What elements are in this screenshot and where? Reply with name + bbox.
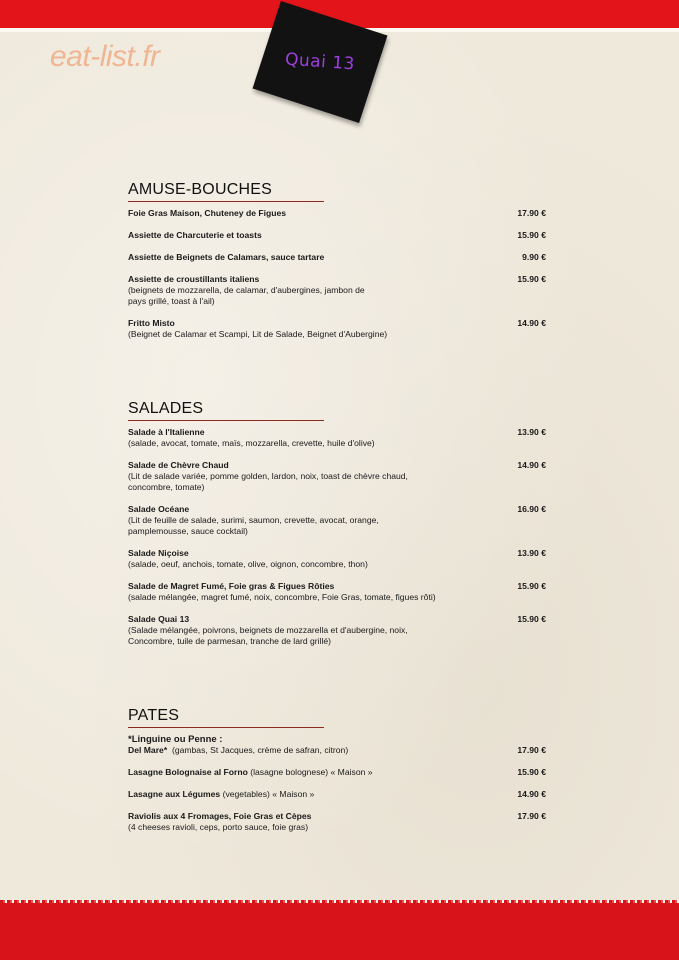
- item-price: 17.90 €: [517, 811, 546, 821]
- item-name: Assiette de Beignets de Calamars, sauce tartare: [128, 252, 325, 262]
- section-title: PATES: [128, 707, 180, 724]
- item-price: 17.90 €: [517, 208, 546, 218]
- item-price: 13.90 €: [517, 427, 546, 437]
- item-description: (salade mélangée, magret fumé, noix, concombre, Foie Gras, tomate, figues rôti): [128, 592, 436, 602]
- item-description: (salade, avocat, tomate, maïs, mozzarella, crevette, huile d'olive): [128, 438, 375, 448]
- section-title: SALADES: [128, 400, 204, 417]
- item-name: Salade Quai 13: [128, 614, 190, 624]
- menu-item: [128, 745, 548, 756]
- menu-item: [128, 274, 548, 307]
- item-name: Lasagne Bolognaise al Forno: [128, 767, 248, 777]
- section-subtitle: *Linguine ou Penne :: [128, 734, 223, 745]
- item-name: Salade Niçoise: [128, 548, 189, 558]
- menu-item: [128, 789, 548, 800]
- menu-item: [128, 811, 548, 833]
- item-description: (Lit de salade variée, pomme golden, lardon, noix, toast de chèvre chaud, concombre, tomate): [128, 471, 408, 492]
- menu-item: [128, 581, 548, 603]
- menu-item: [128, 504, 548, 537]
- item-name: Salade à l'Italienne: [128, 427, 205, 437]
- item-description: (salade, oeuf, anchois, tomate, olive, oignon, concombre, thon): [128, 559, 368, 569]
- item-name: Salade Océane: [128, 504, 190, 514]
- item-description: (lasagne bolognese) « Maison »: [250, 767, 373, 777]
- item-description: (beignets de mozzarella, de calamar, d'aubergines, jambon de pays grillé, toast à l'ail): [128, 285, 365, 306]
- section-divider: [128, 727, 324, 728]
- item-line: [128, 767, 548, 778]
- item-line: [128, 745, 548, 756]
- menu-item: [128, 318, 548, 340]
- item-price: 14.90 €: [517, 789, 546, 799]
- item-description: (gambas, St Jacques, crème de safran, citron): [171, 745, 349, 755]
- menu-item: [128, 427, 548, 449]
- menu-item: [128, 252, 548, 263]
- section-amuse-bouches: [128, 181, 548, 340]
- menu-item: [128, 767, 548, 778]
- menu-item: [128, 614, 548, 647]
- bottom-red-band: [0, 903, 679, 960]
- item-description: (Beignet de Calamar et Scampi, Lit de Salade, Beignet d'Aubergine): [128, 329, 388, 339]
- item-description: (Lit de feuille de salade, surimi, saumon, crevette, avocat, orange, pamplemousse, sauce cocktail): [128, 515, 379, 536]
- section-divider: [128, 420, 324, 421]
- item-description: (Salade mélangée, poivrons, beignets de mozzarella et d'aubergine, noix, Concombre, tuile de parmesan, tranche de lard grillé): [128, 625, 408, 646]
- item-name: Salade de Chèvre Chaud: [128, 460, 229, 470]
- item-price: 15.90 €: [517, 614, 546, 624]
- logo-text: Quai 13: [284, 49, 356, 75]
- item-price: 15.90 €: [517, 274, 546, 284]
- menu-item: [128, 208, 548, 219]
- watermark: eat-list.fr: [50, 40, 160, 73]
- item-line: [128, 789, 548, 800]
- section-title: AMUSE-BOUCHES: [128, 181, 272, 198]
- item-name: Lasagne aux Légumes: [128, 789, 221, 799]
- item-price: 17.90 €: [517, 745, 546, 755]
- item-price: 16.90 €: [517, 504, 546, 514]
- item-price: 15.90 €: [517, 230, 546, 240]
- item-name: Del Mare*: [128, 745, 168, 755]
- item-price: 9.90 €: [522, 252, 546, 262]
- item-name: Assiette de Charcuterie et toasts: [128, 230, 262, 240]
- item-description: (4 cheeses ravioli, ceps, porto sauce, foie gras): [128, 822, 309, 832]
- item-name: Assiette de croustillants italiens: [128, 274, 260, 284]
- item-description: (vegetables) « Maison »: [222, 789, 315, 799]
- item-price: 13.90 €: [517, 548, 546, 558]
- item-price: 15.90 €: [517, 581, 546, 591]
- item-name: Foie Gras Maison, Chuteney de Figues: [128, 208, 287, 218]
- item-price: 14.90 €: [517, 318, 546, 328]
- item-name: Salade de Magret Fumé, Foie gras & Figues Rôties: [128, 581, 335, 591]
- section-pates: [128, 707, 548, 833]
- section-salades: [128, 400, 548, 647]
- item-name: Fritto Misto: [128, 318, 175, 328]
- menu-item: [128, 548, 548, 570]
- menu-item: [128, 460, 548, 493]
- section-divider: [128, 201, 324, 202]
- menu-item: [128, 230, 548, 241]
- item-name: Raviolis aux 4 Fromages, Foie Gras et Cèpes: [128, 811, 312, 821]
- item-price: 15.90 €: [517, 767, 546, 777]
- item-price: 14.90 €: [517, 460, 546, 470]
